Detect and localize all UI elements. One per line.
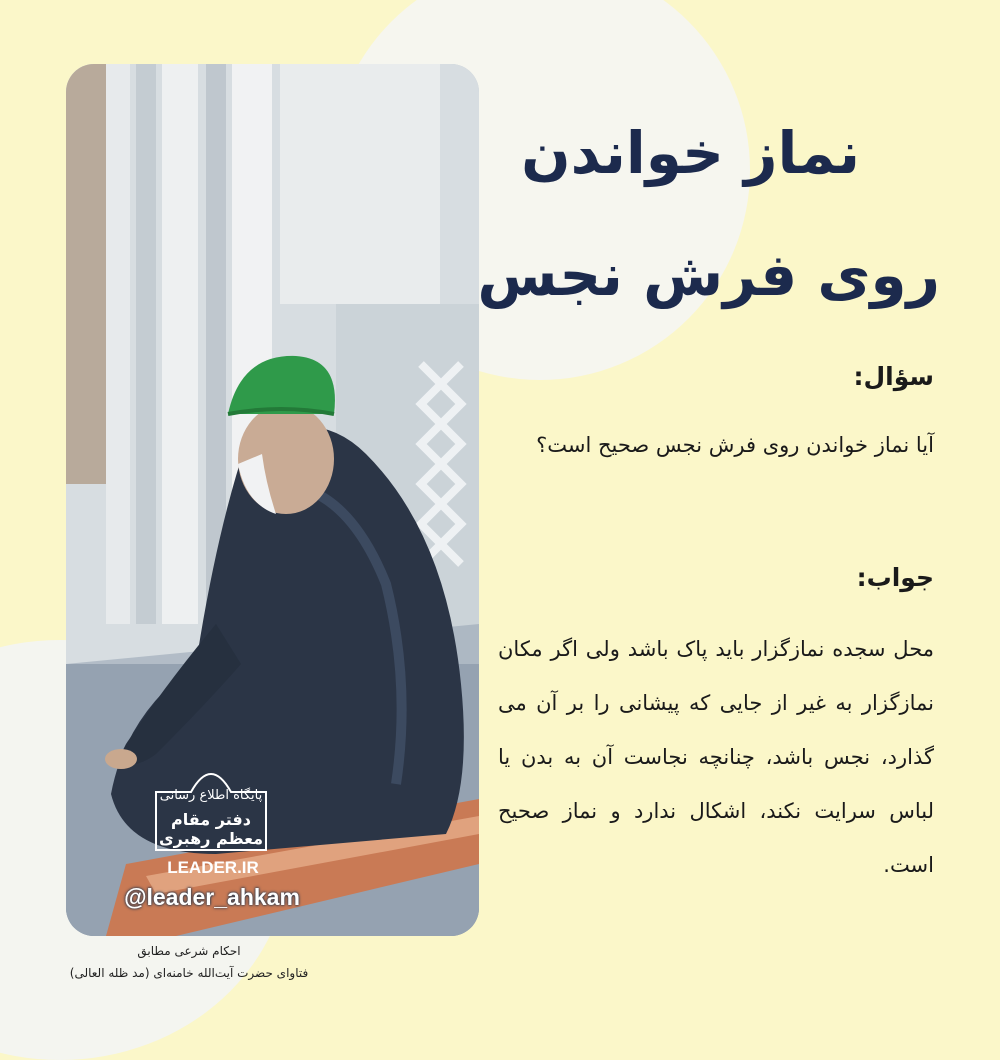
page-title-line2: روی فرش نجس (477, 241, 940, 309)
page-title-line1: نماز خواندن (521, 119, 860, 187)
office-logo (146, 770, 276, 852)
question-label: سؤال: (853, 362, 934, 391)
logo-text-line2: دفتر مقام معظم رهبری (158, 810, 264, 848)
site-address: LEADER.IR (167, 858, 259, 877)
logo-text-line1: پایگاه اطلاع رسانی (159, 788, 263, 803)
question-text: آیا نماز خواندن روی فرش نجس صحیح است؟ (536, 433, 934, 457)
answer-text: محل سجده نمازگزار باید پاک باشد ولی اگر مکان نمازگزار به غیر از جایی که پیشانی را بر آن می گذارد، نجس باشد، چنانچه نجاست آن به بدن یا لباس سرایت نکند، اشکال ندارد و نماز صحیح است. (498, 637, 934, 877)
credit-line-1: احکام شرعی مطابق (137, 944, 241, 958)
credit-line-2: فتاوای حضرت آیت‌الله خامنه‌ای (مد ظله العالی) (69, 966, 309, 980)
answer-label: جواب: (856, 563, 934, 592)
channel-handle: @leader_ahkam (124, 884, 300, 910)
